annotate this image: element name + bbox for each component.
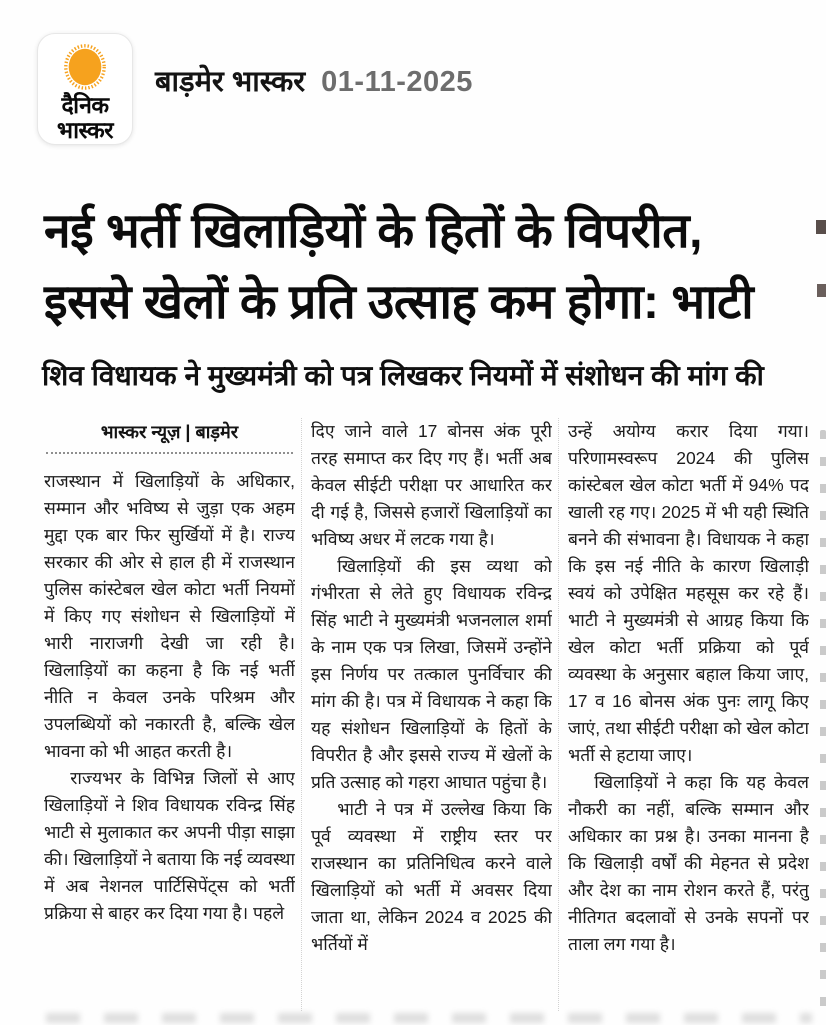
right-edge-clipped-text	[816, 220, 826, 234]
logo-text-line2: भास्कर	[56, 117, 114, 144]
article-column-2	[301, 418, 552, 1011]
dainik-bhaskar-logo	[37, 33, 133, 145]
headline-line2: इससे खेलों के प्रति उत्साह कम होगा: भाटी	[44, 276, 754, 330]
sun-icon	[61, 40, 109, 92]
headline-line1: नई भर्ती खिलाड़ियों के हितों के विपरीत,	[44, 205, 702, 258]
bottom-clipped-line	[46, 1013, 812, 1023]
right-edge-clipped-text	[817, 284, 826, 297]
publication-date: 01-11-2025	[321, 65, 473, 98]
article-paragraph: राज्यभर के विभिन्न जिलों से आए खिलाड़ियों ने शिव विधायक रविन्द्र सिंह भाटी से मुलाकात कर अपनी पीड़ा साझा की। खिलाड़ियों ने बताया कि नई व्यवस्था में अब नेशनल पार्टिसिपेंट्स को भर्ती प्रक्रिया से बाहर कर दिया गया है। पहले	[44, 768, 295, 923]
byline: भास्कर न्यूज़ | बाड़मेर	[46, 418, 293, 454]
right-edge-clipped-text	[820, 430, 826, 1010]
edition-name: बाड़मेर भास्कर	[155, 65, 306, 98]
edition-row	[155, 61, 473, 100]
article-column-3	[558, 418, 809, 1011]
article-paragraph: उन्हें अयोग्य करार दिया गया। परिणामस्वरूप 2024 की पुलिस कांस्टेबल खेल कोटा भर्ती में 94% पद खाली रह गए। 2025 में भी यही स्थिति बनने की संभावना है। विधायक ने कहा कि इस नई नीति के कारण खिलाड़ी स्वयं को उपेक्षित महसूस कर रहे हैं।भाटी ने मुख्यमंत्री से आग्रह किया कि खेल कोटा भर्ती प्रक्रिया को पूर्व व्यवस्था के अनुसार बहाल किया जाए, 17 व 16 बोनस अंक पुनः लागू किए जाएं, तथा सीईटी परीक्षा को खेल कोटा भर्ती से हटाया जाए।	[568, 421, 809, 765]
article-headline	[44, 196, 814, 338]
article-paragraph: खिलाड़ियों की इस व्यथा को गंभीरता से लेते हुए विधायक रविन्द्र सिंह भाटी ने मुख्यमंत्री भजनलाल शर्मा के नाम एक पत्र लिखा, जिसमें उन्होंने इस निर्णय पर तत्काल पुनर्विचार की मांग की है। पत्र में विधायक ने कहा कि यह संशोधन खिलाड़ियों के हितों के विपरीत है और इससे राज्य में खेलों के प्रति उत्साह को गहरा आघात पहुंचा है।	[311, 556, 552, 792]
header	[37, 33, 806, 145]
logo-text-line1: दैनिक	[61, 92, 109, 118]
article-paragraph: भाटी ने पत्र में उल्लेख किया कि पूर्व व्यवस्था में राष्ट्रीय स्तर पर राजस्थान का प्रतिनिधित्व करने वाले खिलाड़ियों को भर्ती में अवसर दिया जाता था, लेकिन 2024 व 2025 की भर्तियों में	[311, 799, 552, 954]
article-paragraph: राजस्थान में खिलाड़ियों के अधिकार, सम्मान और भविष्य से जुड़ा एक अहम मुद्दा एक बार फिर सुर्खियों में है। राज्य सरकार की ओर से हाल ही में राजस्थान पुलिस कांस्टेबल खेल कोटा भर्ती नियमों में किए गए संशोधन से खिलाड़ियों में भारी नाराजगी देखी जा रही है। खिलाड़ियों का कहना है कि नई भर्ती नीति न केवल उनके परिश्रम और उपलब्धियों को नकारती है, बल्कि खेल भावना को भी आहत करती है।	[44, 471, 295, 761]
article-subheadline: शिव विधायक ने मुख्यमंत्री को पत्र लिखकर नियमों में संशोधन की मांग की	[42, 360, 764, 391]
article-paragraph: खिलाड़ियों ने कहा कि यह केवल नौकरी का नहीं, बल्कि सम्मान और अधिकार का प्रश्न है। उनका मानना है कि खिलाड़ी वर्षों की मेहनत से प्रदेश और देश का नाम रोशन करते हैं, परंतु नीतिगत बदलावों से उनके सपनों पर ताला लग गया है।	[568, 772, 809, 954]
article-column-1	[44, 418, 295, 1011]
article-paragraph: दिए जाने वाले 17 बोनस अंक पूरी तरह समाप्त कर दिए गए हैं। भर्ती अब केवल सीईटी परीक्षा पर आधारित कर दी गई है, जिससे हजारों खिलाड़ियों का भविष्य अधर में लटक गया है।	[311, 421, 552, 549]
article-body	[44, 418, 814, 1011]
